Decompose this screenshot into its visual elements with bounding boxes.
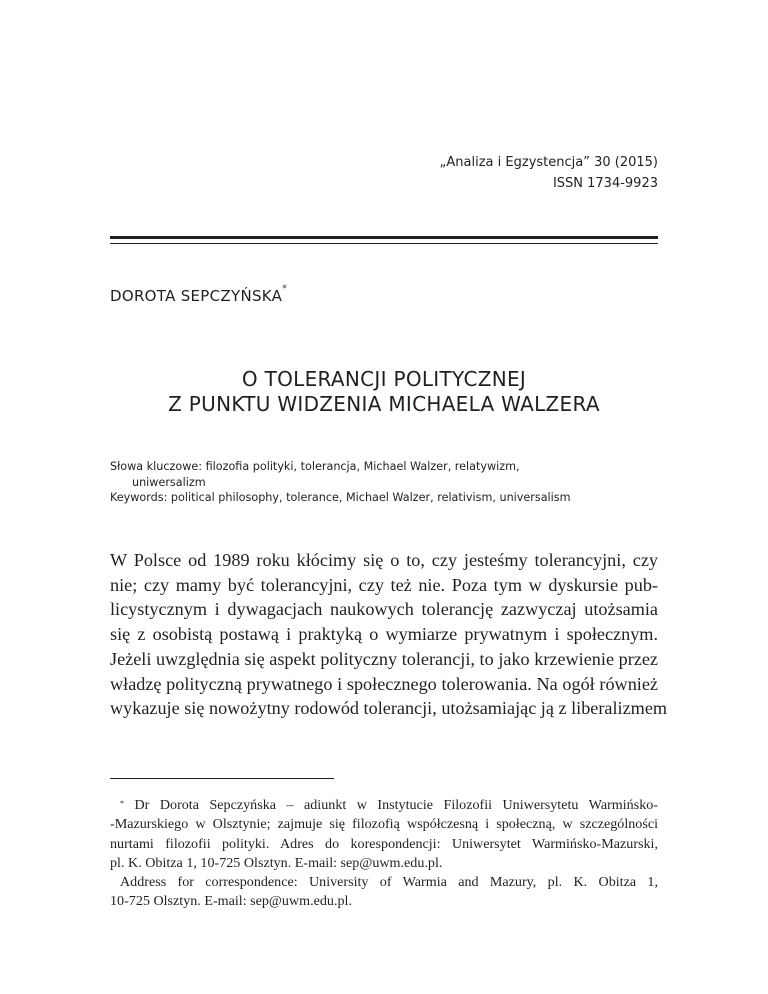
- body-line: władzę polityczną prywatnego i społecznego tolerowania. Na ogół również: [110, 673, 658, 694]
- author-name-text: DOROTA SEPCZYŃSKA: [110, 287, 283, 305]
- body-line: nie; czy mamy być tolerancyjni, czy też nie. Poza tym w dyskursie pub-: [110, 574, 658, 595]
- article-title: [110, 367, 658, 417]
- body-paragraph: [110, 548, 668, 721]
- footnote-line: 10-725 Olsztyn. E-mail: sep@uwm.edu.pl.: [110, 893, 352, 910]
- journal-issn: ISSN 1734-9923: [552, 176, 658, 191]
- keywords-pl-line-1: Słowa kluczowe: filozofia polityki, tolerancja, Michael Walzer, relatywizm,: [110, 460, 520, 473]
- footnote-marker: *: [120, 799, 124, 808]
- author-footnote-marker: *: [282, 284, 288, 294]
- footnote-line-text: Dr Dorota Sepczyńska – adiunkt w Instytucie Filozofii Uniwersytetu Warmińsko-: [134, 797, 658, 813]
- body-line: wykazuje się nowożytny rodowód tolerancji, utożsamiając ją z liberalizmem: [110, 698, 668, 719]
- author-name: [110, 284, 288, 305]
- footnote-line: nurtami filozofii polityki. Adres do korespondencji: Uniwersytet Warmińsko-Mazurski,: [110, 835, 658, 852]
- footnote: [110, 796, 658, 912]
- body-line: W Polsce od 1989 roku kłócimy się o to, czy jesteśmy tolerancyjni, czy: [110, 550, 658, 570]
- footnote-separator: [110, 778, 334, 779]
- header-rule-thick: [110, 236, 658, 239]
- body-line: się z osobistą postawą i praktyką o wymiarze prywatnym i społecznym.: [110, 624, 658, 645]
- header-rule-thin: [110, 243, 658, 244]
- keywords-en: Keywords: political philosophy, tolerance, Michael Walzer, relativism, universalism: [110, 491, 571, 504]
- footnote-line: [110, 796, 658, 815]
- journal-citation: „Analiza i Egzystencja” 30 (2015): [439, 155, 658, 170]
- journal-header: [439, 152, 658, 194]
- title-line-1: O TOLERANCJI POLITYCZNEJ: [241, 367, 527, 391]
- keywords-block: [110, 459, 670, 506]
- body-line: Jeżeli uwzględnia się aspekt polityczny tolerancji, to jako krzewienie przez: [110, 648, 658, 669]
- footnote-line: Address for correspondence: University of Warmia and Mazury, pl. K. Obitza 1,: [120, 874, 658, 891]
- footnote-line: pl. K. Obitza 1, 10-725 Olsztyn. E-mail: sep@uwm.edu.pl.: [110, 854, 443, 871]
- body-line: licystycznym i dywagacjach naukowych tolerancję zazwyczaj utożsamia: [110, 599, 658, 620]
- title-line-2: Z PUNKTU WIDZENIA MICHAELA WALZERA: [168, 392, 600, 416]
- footnote-line: -Mazurskiego w Olsztynie; zajmuje się filozofią współczesną i społeczną, w szczególności: [110, 816, 658, 833]
- keywords-pl-line-2: uniwersalizm: [132, 475, 206, 489]
